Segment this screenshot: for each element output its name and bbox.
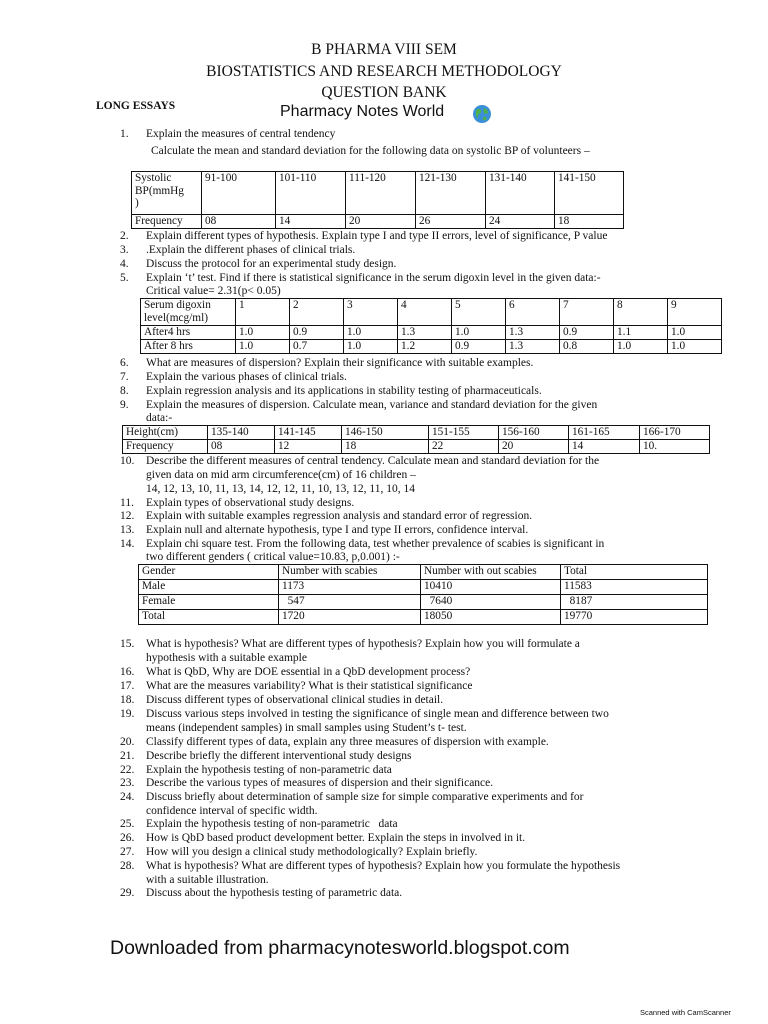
course-title: B PHARMA VIII SEM [311,41,457,58]
subject-title: BIOSTATISTICS AND RESEARCH METHODOLOGY [206,63,562,80]
download-source: Downloaded from pharmacynotesworld.blogspot.com [110,937,570,959]
globe-icon [472,104,492,124]
brand-name: Pharmacy Notes World [280,103,445,120]
table-row: After4 hrs 1.0 0.9 1.0 1.3 1.0 1.3 0.9 1.1 1.0 [141,326,722,340]
document-title: QUESTION BANK [321,84,447,101]
section-heading: LONG ESSAYS [96,100,176,112]
table-row: Gender Number with scabies Number with out scabies Total [139,565,708,580]
table-row: After 8 hrs 1.0 0.7 1.0 1.2 0.9 1.3 0.8 1.0 1.0 [141,340,722,354]
table-row: Total 1720 18050 19770 [139,610,708,625]
scabies-table [138,564,708,625]
bp-table [131,171,624,229]
table-row: Male 1173 10410 11583 [139,580,708,595]
question-bank-page: B PHARMA VIII SEM BIOSTATISTICS AND RESEARCH METHODOLOGY QUESTION BANK LONG ESSAYS Pharmacy Notes World 1. Explain the measures of central tendency Calculate the mean and standard deviation for the following data on systolic BP of volunteers – Systolic BP(mmHg ) 91-100 101-110 111-120 121-130 131-140 141-150 Frequency 08 14 20 26 24 18 2. Explain different types of hypothesis. Explain type I and type II errors, level of significance, P value 3. .Explain the different phases of clinical trials. 4. Discuss the protocol for an experimental study design. 5. Explain ‘t’ test. Find if there is statistical significance in the serum digoxin level in the given data:- Critical value= 2.31(p< 0.05) Serum digoxin level(mcg/ml) 1 2 3 4 5 6 7 8 9 After4 hrs 1.0 0.9 1.0 1.3 1.0 1.3 0.9 1.1 1.0 After 8 hrs 1.0 0.7 1.0 1.2 0.9 1.3 0.8 1.0 1.0 6. What are measures of dispersion? Explain their significance with suitable examples. 7. Explain the various phases of clinical trials. 8. Explain regression analysis and its applications in stability testing of pharmaceuticals. 9. Explain the measures of dispersion. Calculate mean, variance and standard deviation for the given data:- Height(cm) 135-140 141-145 146-150 151-155 156-160 161-165 166-170 Frequency 08 12 18 22 20 14 10. 10. Describe the different measures of central tendency. Calculate mean and standard deviation for the given data on mid arm circumference(cm) of 16 children – 14, 12, 13, 10, 11, 13, 14, 12, 12, 11, 10, 13, 12, 11, 10, 14 11. Explain types of observational study designs. 12. Explain with suitable examples regression analysis and standard error of regression. 13. Explain null and alternate hypothesis, type I and type II errors, confidence interval. 14. Explain chi square test. From the following data, test whether prevalence of scabies is significant in two different genders ( critical value=10.83, p,0.001) :- Gender Number with scabies Number with out scabies Total Male 1173 10410 11583 Female 547 7640 8187 Total 1720 18050 19770 15. What is hypothesis? What are different types of hypothesis? Explain how you will formulate a hypothesis with a suitable example 16. What is QbD, Why are DOE essential in a QbD development process? 17. What are the measures variability? What is their statistical significance 18. Discuss different types of observational clinical studies in detail. 19. Discuss various steps involved in testing the significance of single mean and difference between two means (independent samples) in small samples using Student’s t- test. 20. Classify different types of data, explain any three measures of dispersion with example. 21. Describe briefly the different interventional study designs 22. Explain the hypothesis testing of non-parametric data 23. Describe the various types of measures of dispersion and their significance. 24. Discuss briefly about determination of sample size for simple comparative experiments and for confidence interval of specific width. 25. Explain the hypothesis testing of non-parametric data 26. How is QbD based product development better. Explain the steps in involved in it. 27. How will you design a clinical study methodologically? Explain briefly. 28. What is hypothesis? What are different types of hypothesis? Explain how you formulate the hypothesis with a suitable illustration. 29. Discuss about the hypothesis testing of parametric data. Downloaded from pharmacynotesworld.blogspot.com Scanned with CamScanner [0,0,768,1024]
table-row: Height(cm) 135-140 141-145 146-150 151-155 156-160 161-165 166-170 [123,426,710,440]
digoxin-table [140,298,722,354]
table-row: Systolic BP(mmHg ) 91-100 101-110 111-120 121-130 131-140 141-150 [132,172,624,215]
height-table [122,425,710,454]
scanner-watermark: Scanned with CamScanner [640,1008,731,1017]
table-row: Female 547 7640 8187 [139,595,708,610]
table-row: Serum digoxin level(mcg/ml) 1 2 3 4 5 6 7 8 9 [141,299,722,326]
table-row: Frequency 08 14 20 26 24 18 [132,215,624,229]
table-row: Frequency 08 12 18 22 20 14 10. [123,440,710,454]
